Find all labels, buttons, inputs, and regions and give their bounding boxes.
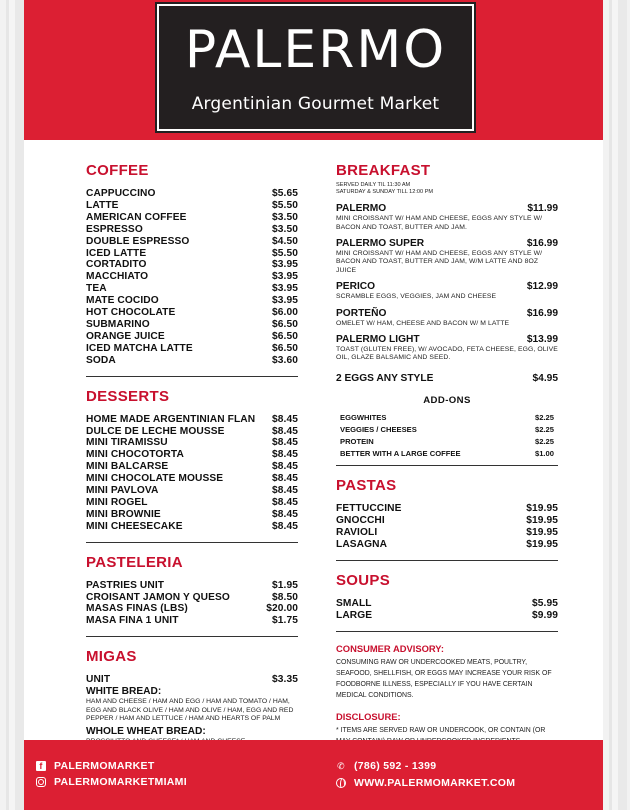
menu-item <box>86 580 298 592</box>
item-name: HOME MADE ARGENTINIAN FLAN <box>86 413 256 425</box>
menu-item <box>336 503 558 515</box>
menu-item <box>336 539 558 551</box>
item-price: $12.99 <box>526 281 558 293</box>
phone-icon: ✆ <box>337 760 345 771</box>
item-name: MASA FINA 1 UNIT <box>86 615 179 627</box>
item-name: MASAS FINAS (LBS) <box>86 603 188 615</box>
item-name: MACCHIATO <box>86 271 149 283</box>
item-price: $5.65 <box>272 188 298 199</box>
item-price: $2.25 <box>534 436 554 446</box>
left-wood-border <box>0 0 24 810</box>
breakfast-item-header <box>336 281 558 293</box>
item-price: $1.00 <box>534 448 554 458</box>
menu-item <box>336 515 558 527</box>
item-name: MINI PAVLOVA <box>86 485 159 497</box>
item-name: UNIT <box>86 674 111 686</box>
item-price: $8.45 <box>272 520 298 532</box>
item-price: $16.99 <box>526 238 558 249</box>
item-name: CROISANT JAMON Y QUESO <box>86 591 230 603</box>
facebook-handle: PALERMOMARKET <box>54 760 155 772</box>
advisory-title: CONSUMER ADVISORY: <box>336 642 444 654</box>
item-name: BETTER WITH A LARGE COFFEE <box>340 448 461 458</box>
white-bread-title: WHITE BREAD: <box>86 686 162 698</box>
item-price: $8.45 <box>272 473 298 485</box>
menu-item <box>336 598 558 610</box>
breakfast-item <box>336 308 558 328</box>
consumer-advisory <box>336 643 558 701</box>
item-price: $19.95 <box>526 515 558 527</box>
item-name: TEA <box>86 283 107 295</box>
menu-item <box>86 437 298 449</box>
menu-item <box>86 212 298 224</box>
menu-item <box>86 200 298 212</box>
addon-item <box>336 424 558 436</box>
item-name: LARGE <box>336 610 373 621</box>
item-name: CAPPUCCINO <box>86 188 156 199</box>
item-price: $3.35 <box>272 674 298 686</box>
item-name: MINI ROGEL <box>86 496 148 508</box>
item-price: $6.50 <box>272 330 298 342</box>
item-name: PALERMO LIGHT <box>336 334 420 346</box>
item-name: MINI CHEESECAKE <box>86 520 183 532</box>
served-hours <box>336 182 558 195</box>
breakfast-item-header <box>336 308 558 320</box>
menu-item <box>86 271 298 283</box>
item-description: MINI CROISSANT W/ HAM AND CHEESE, EGGS ANY STYLE W/ BACON AND TOAST, BUTTER AND JAM, W/M LATTE AND 8OZ JUICE <box>336 250 543 274</box>
addon-item <box>336 448 558 460</box>
header-banner <box>24 0 603 140</box>
section-title: SOUPS <box>336 572 391 590</box>
menu-item <box>86 307 298 319</box>
item-description: MINI CROISSANT W/ HAM AND CHEESE, EGGS ANY STYLE W/ BACON AND TOAST, BUTTER AND JAM. <box>336 215 543 231</box>
item-description: TOAST (GLUTEN FREE), W/ AVOCADO, FETA CHEESE, EGG, OLIVE OIL, GLAZE BALSAMIC AND SEED. <box>336 346 558 362</box>
menu-item <box>86 331 298 343</box>
section-title: MIGAS <box>86 648 137 666</box>
menu-item <box>86 295 298 307</box>
menu-item <box>86 355 298 367</box>
menu-item <box>86 283 298 295</box>
item-price: $4.50 <box>272 235 298 247</box>
phone-link[interactable] <box>336 760 436 772</box>
menu-item <box>86 259 298 271</box>
item-price: $2.25 <box>534 424 554 434</box>
section-title: PASTAS <box>336 477 397 495</box>
pastas-section <box>336 477 558 551</box>
menu-item <box>86 319 298 331</box>
item-price: $5.95 <box>532 598 558 610</box>
menu-item <box>336 527 558 539</box>
menu-item <box>86 603 298 615</box>
desserts-section <box>86 388 298 533</box>
item-name: PORTEÑO <box>336 307 387 319</box>
item-name: SMALL <box>336 598 372 610</box>
item-name: PERICO <box>336 281 376 293</box>
menu-item <box>86 485 298 497</box>
breakfast-item-header <box>336 203 558 215</box>
item-name: RAVIOLI <box>336 527 378 539</box>
item-name: GNOCCHI <box>336 515 385 527</box>
divider <box>86 376 298 377</box>
breakfast-item <box>336 281 558 301</box>
menu-content <box>24 140 603 740</box>
item-name: CORTADITO <box>86 259 147 271</box>
item-name: PALERMO <box>336 203 387 215</box>
addons-section <box>336 395 558 460</box>
footer-banner <box>24 740 603 810</box>
divider <box>336 631 558 632</box>
item-price: $8.45 <box>272 425 298 437</box>
item-price: $8.45 <box>272 485 298 497</box>
item-name: MINI TIRAMISSU <box>86 437 168 449</box>
menu-item <box>86 248 298 260</box>
wheat-bread-title: WHOLE WHEAT BREAD: <box>86 726 206 738</box>
menu-item <box>86 592 298 604</box>
menu-item <box>86 343 298 355</box>
item-name: DOUBLE ESPRESSO <box>86 235 190 247</box>
breakfast-item-header <box>336 238 558 250</box>
left-column <box>86 162 298 747</box>
menu-item <box>336 610 558 622</box>
white-bread-desc: HAM AND CHEESE / HAM AND EGG / HAM AND TOMATO / HAM, EGG AND BLACK OLIVE / HAM AND OLIVE / HAM, EGG AND RED PEPPER / HAM AND LETTUCE / HAM AND HEARTS OF PALM <box>86 698 294 722</box>
item-name: ICED LATTE <box>86 247 147 259</box>
breakfast-item-header <box>336 373 558 385</box>
item-price: $3.95 <box>272 271 298 283</box>
item-name: PROTEIN <box>340 436 374 446</box>
logo-tagline: Argentinian Gourmet Market <box>191 94 440 114</box>
instagram-link[interactable] <box>36 776 187 788</box>
item-price: $19.95 <box>526 503 558 515</box>
item-price: $3.50 <box>272 223 298 235</box>
item-price: $8.45 <box>272 437 298 449</box>
item-price: $6.50 <box>272 342 298 354</box>
menu-item <box>86 473 298 485</box>
breakfast-item <box>336 238 558 275</box>
divider <box>86 542 298 543</box>
item-price: $8.50 <box>272 591 298 603</box>
item-name: 2 EGGS ANY STYLE <box>336 372 434 384</box>
item-price: $13.99 <box>526 334 558 346</box>
item-price: $4.95 <box>532 372 558 384</box>
item-price: $19.95 <box>526 539 558 551</box>
served-weekday: SERVED DAILY TIL 11:30 AM <box>336 182 411 188</box>
item-price: $8.45 <box>272 413 298 425</box>
menu-item <box>86 426 298 438</box>
section-title: BREAKFAST <box>336 162 431 179</box>
item-name: MINI BALCARSE <box>86 461 169 473</box>
menu-item <box>86 449 298 461</box>
item-name: LASAGNA <box>336 539 388 551</box>
item-name: MINI CHOCOTORTA <box>86 449 184 461</box>
item-price: $6.50 <box>272 318 298 330</box>
menu-item <box>86 509 298 521</box>
facebook-link[interactable] <box>36 760 155 772</box>
menu-item <box>86 236 298 248</box>
item-price: $3.50 <box>272 211 298 223</box>
served-weekend: SATURDAY & SUNDAY TILL 12:00 PM <box>336 188 434 195</box>
section-title: COFFEE <box>86 162 149 179</box>
breakfast-section <box>336 162 558 385</box>
item-price: $3.95 <box>272 283 298 295</box>
logo-wordmark: PALERMO <box>184 20 447 80</box>
item-name: SODA <box>86 354 116 366</box>
item-name: MINI CHOCOLATE MOUSSE <box>86 473 224 485</box>
item-price: $2.25 <box>534 412 554 422</box>
instagram-handle: PALERMOMARKETMIAMI <box>54 776 187 788</box>
item-price: $9.99 <box>532 610 558 621</box>
item-price: $8.45 <box>272 461 298 473</box>
phone-number: (786) 592 - 1399 <box>354 760 437 772</box>
item-name: HOT CHOCOLATE <box>86 307 176 319</box>
breakfast-item-header <box>336 334 558 346</box>
right-column <box>336 162 558 747</box>
item-price: $1.75 <box>272 615 298 627</box>
breakfast-item <box>336 203 558 232</box>
item-price: $8.45 <box>272 508 298 520</box>
item-price: $19.95 <box>526 527 558 539</box>
item-description: SCRAMBLE EGGS, VEGGIES, JAM AND CHEESE <box>336 293 497 301</box>
disclosure-title: DISCLOSURE: <box>336 710 401 722</box>
item-name: ESPRESSO <box>86 223 143 235</box>
item-name: DULCE DE LECHE MOUSSE <box>86 425 225 437</box>
divider <box>336 560 558 561</box>
item-price: $11.99 <box>527 203 558 215</box>
globe-icon <box>336 778 346 788</box>
item-name: PASTRIES UNIT <box>86 579 165 591</box>
addons-title: ADD-ONS <box>423 394 471 406</box>
menu-item <box>86 674 298 686</box>
website-url: WWW.PALERMOMARKET.COM <box>354 777 516 789</box>
item-price: $3.95 <box>272 295 298 307</box>
right-wood-border <box>603 0 630 810</box>
item-name: MINI BROWNIE <box>86 508 161 520</box>
item-name: SUBMARINO <box>86 318 150 330</box>
item-price: $6.00 <box>272 307 298 319</box>
item-name: VEGGIES / CHEESES <box>340 424 417 434</box>
instagram-icon <box>36 777 46 787</box>
logo <box>157 4 474 131</box>
website-link[interactable] <box>336 777 515 789</box>
item-price: $20.00 <box>266 603 298 615</box>
pasteleria-section <box>86 554 298 628</box>
item-name: ICED MATCHA LATTE <box>86 342 193 354</box>
facebook-icon: f <box>36 761 46 771</box>
menu-item <box>86 188 298 200</box>
advisory-text: CONSUMING RAW OR UNDERCOOKED MEATS, POULTRY, SEAFOOD, SHELLFISH, OR EGGS MAY INCREASE YOUR RISK OF FOODBORNE ILLNESS, ESPECIALLY IF YOU HAVE CERTAIN MEDICAL CONDITIONS. <box>336 658 552 699</box>
addon-item <box>336 436 558 448</box>
item-name: FETTUCCINE <box>336 503 402 515</box>
item-name: MATE COCIDO <box>86 295 159 307</box>
menu-item <box>86 521 298 533</box>
divider <box>336 465 558 466</box>
coffee-section <box>86 162 298 367</box>
item-price: $5.50 <box>272 247 298 259</box>
divider <box>86 636 298 637</box>
item-description: OMELET W/ HAM, CHEESE AND BACON W/ M LATTE <box>336 319 510 327</box>
menu-panel <box>24 0 603 810</box>
section-title: PASTELERIA <box>86 553 183 571</box>
disclosure-text: * ITEMS ARE SERVED RAW OR UNDERCOOK, OR CONTAIN (OR <box>336 726 546 734</box>
menu-item <box>86 224 298 236</box>
item-price: $1.95 <box>272 579 298 591</box>
item-name: LATTE <box>86 199 119 211</box>
item-name: PALERMO SUPER <box>336 238 425 249</box>
breakfast-item <box>336 334 558 363</box>
section-title: DESSERTS <box>86 387 170 405</box>
migas-section <box>86 648 298 747</box>
menu-item <box>86 414 298 426</box>
item-name: ORANGE JUICE <box>86 330 165 342</box>
item-price: $16.99 <box>526 307 558 319</box>
menu-item <box>86 497 298 509</box>
item-name: EGGWHITES <box>340 412 387 422</box>
addon-item <box>336 412 558 424</box>
menu-item <box>86 615 298 627</box>
item-price: $8.45 <box>272 449 298 461</box>
menu-item <box>86 461 298 473</box>
item-price: $3.60 <box>272 354 298 366</box>
item-price: $3.95 <box>272 259 298 271</box>
breakfast-item <box>336 373 558 385</box>
item-name: AMERICAN COFFEE <box>86 211 187 223</box>
item-price: $5.50 <box>272 199 298 211</box>
item-price: $8.45 <box>272 496 298 508</box>
soups-section <box>336 572 558 622</box>
